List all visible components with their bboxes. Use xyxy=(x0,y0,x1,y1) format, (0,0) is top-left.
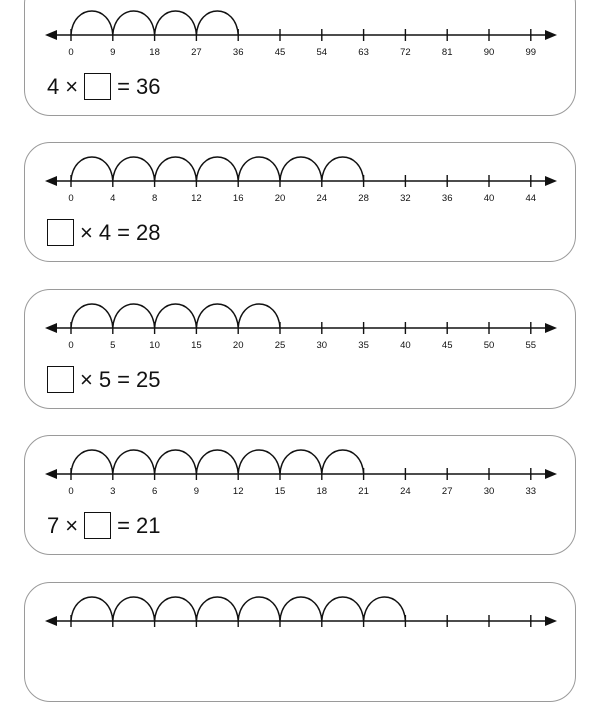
number-line xyxy=(1,143,600,213)
jump-arc xyxy=(196,450,238,474)
tick-label: 5 xyxy=(110,340,116,351)
tick-label: 12 xyxy=(191,193,202,204)
tick-label: 54 xyxy=(316,47,328,58)
right-arrow-icon xyxy=(545,469,557,479)
factor-text: 7 xyxy=(47,512,60,538)
jump-arc xyxy=(113,157,155,181)
tick-label: 27 xyxy=(441,486,453,497)
jump-arc xyxy=(196,304,238,328)
product-text: 28 xyxy=(135,219,161,245)
equation xyxy=(47,512,160,539)
factor-text: 4 xyxy=(47,73,60,99)
tick-label: 15 xyxy=(274,486,286,497)
product-text: 36 xyxy=(135,73,161,99)
jump-arc xyxy=(155,157,197,181)
equals-sign: = xyxy=(117,219,130,245)
tick-label: 21 xyxy=(358,486,369,497)
jump-arc xyxy=(322,157,364,181)
tick-label: 40 xyxy=(483,193,495,204)
tick-label: 20 xyxy=(274,193,286,204)
tick-label: 18 xyxy=(316,486,328,497)
right-arrow-icon xyxy=(545,323,557,333)
tick-label: 45 xyxy=(441,340,453,351)
jump-arc xyxy=(71,157,113,181)
product-text: 21 xyxy=(135,512,161,538)
tick-label: 0 xyxy=(68,340,74,351)
tick-label: 27 xyxy=(191,47,202,58)
tick-label: 33 xyxy=(525,486,537,497)
right-arrow-icon xyxy=(545,30,557,40)
jump-arc xyxy=(280,450,322,474)
number-line xyxy=(1,290,600,360)
tick-label: 63 xyxy=(358,47,369,58)
tick-label: 32 xyxy=(400,193,411,204)
number-line xyxy=(1,0,600,59)
jump-arc xyxy=(196,157,238,181)
tick-label: 25 xyxy=(274,340,286,351)
problem-card-1 xyxy=(24,0,576,116)
left-arrow-icon xyxy=(45,616,57,626)
tick-label: 30 xyxy=(483,486,495,497)
tick-label: 90 xyxy=(483,47,495,58)
number-line xyxy=(1,583,600,653)
tick-label: 4 xyxy=(110,193,116,204)
tick-label: 18 xyxy=(149,47,160,58)
times-sign: × xyxy=(80,219,93,245)
equals-sign: = xyxy=(117,366,130,392)
equals-sign: = xyxy=(117,512,130,538)
jump-arc xyxy=(71,304,113,328)
answer-box[interactable] xyxy=(47,219,74,246)
tick-label: 20 xyxy=(232,340,244,351)
tick-label: 8 xyxy=(151,193,158,204)
jump-arc xyxy=(71,450,113,474)
tick-label: 55 xyxy=(525,340,537,351)
left-arrow-icon xyxy=(45,30,57,40)
tick-label: 30 xyxy=(316,340,328,351)
jump-arc xyxy=(155,304,197,328)
jump-arc xyxy=(113,450,155,474)
tick-label: 9 xyxy=(110,47,116,58)
tick-label: 12 xyxy=(232,486,244,497)
tick-label: 36 xyxy=(441,193,453,204)
tick-label: 24 xyxy=(316,193,328,204)
number-line xyxy=(1,436,600,506)
jump-arc xyxy=(280,597,322,621)
factor-text: 5 xyxy=(98,366,112,392)
tick-label: 28 xyxy=(358,193,369,204)
tick-label: 0 xyxy=(68,193,74,204)
tick-label: 6 xyxy=(151,486,158,497)
left-arrow-icon xyxy=(45,323,57,333)
jump-arc xyxy=(364,597,406,621)
jump-arc xyxy=(71,11,113,35)
problem-card-5 xyxy=(24,582,576,702)
left-arrow-icon xyxy=(45,176,57,186)
times-sign: × xyxy=(65,512,79,538)
tick-label: 16 xyxy=(232,193,244,204)
tick-label: 0 xyxy=(68,47,74,58)
jump-arc xyxy=(155,450,197,474)
right-arrow-icon xyxy=(545,616,557,626)
jump-arc xyxy=(155,597,197,621)
jump-arc xyxy=(71,597,113,621)
jump-arc xyxy=(280,157,322,181)
jump-arc xyxy=(155,11,197,35)
tick-label: 99 xyxy=(525,47,537,58)
answer-box[interactable] xyxy=(84,73,111,100)
jump-arc xyxy=(238,450,280,474)
tick-label: 3 xyxy=(110,486,116,497)
jump-arc xyxy=(238,597,280,621)
jump-arc xyxy=(196,597,238,621)
answer-box[interactable] xyxy=(47,366,74,393)
times-sign: × xyxy=(65,73,79,99)
jump-arc xyxy=(196,11,238,35)
tick-label: 40 xyxy=(400,340,411,351)
tick-label: 72 xyxy=(400,47,411,58)
answer-box[interactable] xyxy=(84,512,111,539)
tick-label: 0 xyxy=(68,486,74,497)
equation xyxy=(47,366,160,393)
tick-label: 15 xyxy=(191,340,202,351)
tick-label: 9 xyxy=(193,486,200,497)
jump-arc xyxy=(238,157,280,181)
jump-arc xyxy=(322,450,364,474)
tick-label: 36 xyxy=(232,47,244,58)
problem-card-4 xyxy=(24,435,576,555)
tick-label: 35 xyxy=(358,340,369,351)
tick-label: 44 xyxy=(525,193,537,204)
tick-label: 50 xyxy=(483,340,495,351)
jump-arc xyxy=(238,304,280,328)
tick-label: 81 xyxy=(441,47,453,58)
tick-label: 45 xyxy=(274,47,286,58)
equation xyxy=(47,73,160,100)
left-arrow-icon xyxy=(45,469,57,479)
equation xyxy=(47,219,160,246)
problem-card-2 xyxy=(24,142,576,262)
tick-label: 24 xyxy=(400,486,411,497)
times-sign: × xyxy=(80,366,93,392)
jump-arc xyxy=(113,597,155,621)
factor-text: 4 xyxy=(98,219,112,245)
equals-sign: = xyxy=(117,73,130,99)
jump-arc xyxy=(113,304,155,328)
right-arrow-icon xyxy=(545,176,557,186)
jump-arc xyxy=(322,597,364,621)
problem-card-3 xyxy=(24,289,576,409)
tick-label: 10 xyxy=(149,340,160,351)
product-text: 25 xyxy=(135,366,161,392)
jump-arc xyxy=(113,11,155,35)
